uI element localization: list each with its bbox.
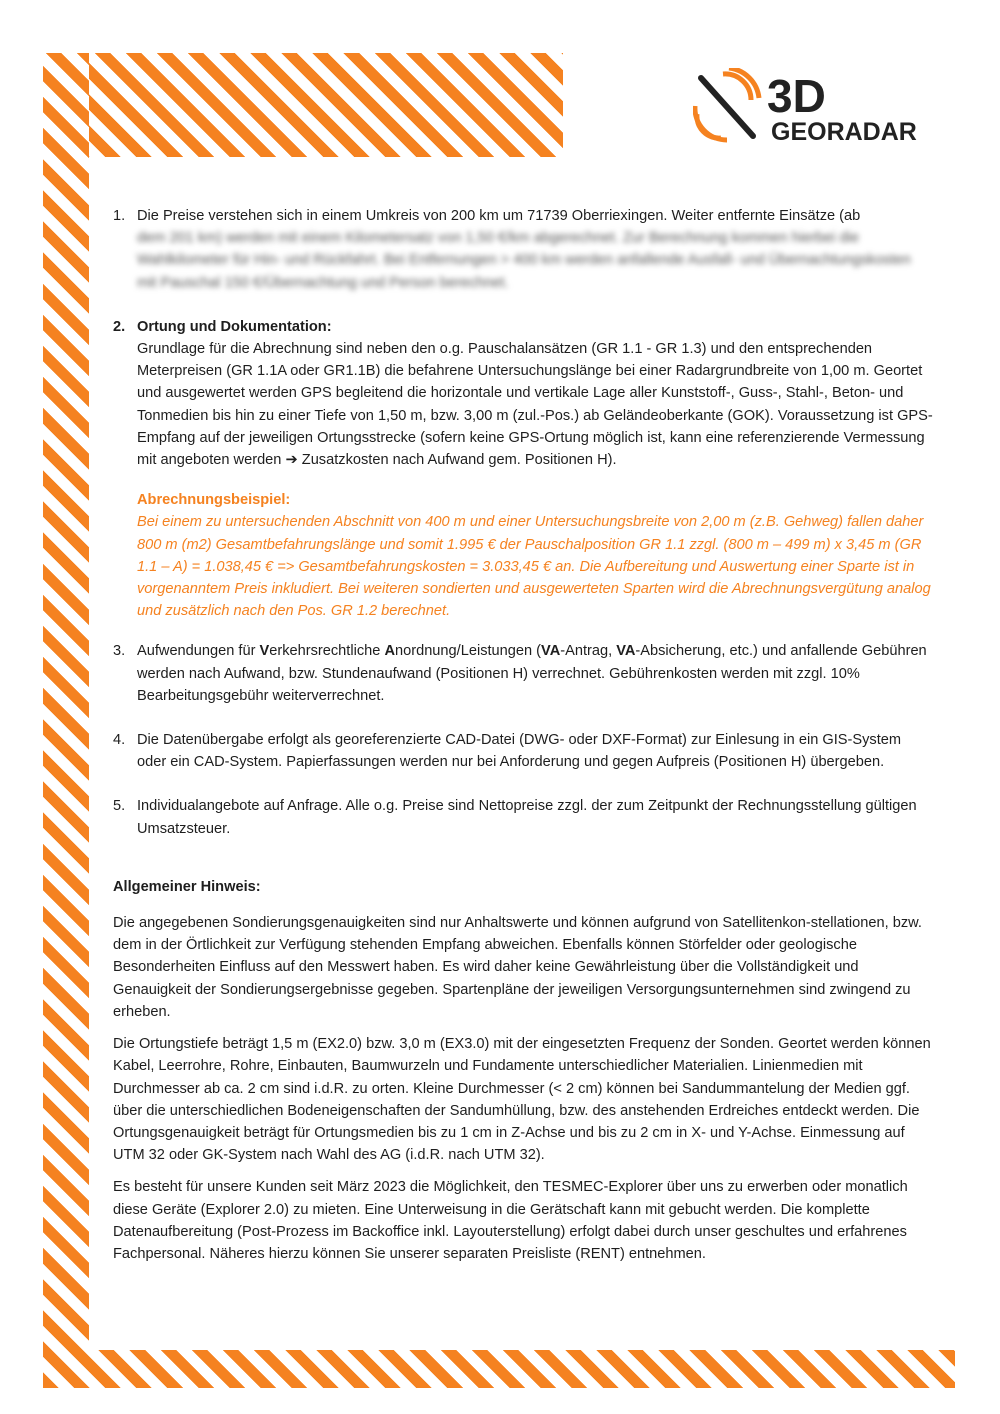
item-text: Individualangebote auf Anfrage. Alle o.g. Preise sind Nettopreise zzgl. der zum Zeitpunkt der Rechnungsstellung gültigen Umsatzsteuer. — [137, 798, 917, 837]
list-item-4 — [113, 729, 933, 773]
section-heading: Allgemeiner Hinweis: — [113, 878, 261, 895]
billing-example — [137, 489, 933, 622]
list-item-1 — [113, 205, 933, 294]
list-number: 5. — [113, 798, 126, 815]
list-number: 1. — [113, 208, 126, 224]
example-title: Abrechnungsbeispiel: — [137, 492, 291, 509]
logo-3d-georadar — [693, 68, 948, 148]
decorative-stripes-bottom — [43, 1350, 955, 1388]
logo-wave-icon — [695, 106, 727, 140]
item-text: Die Datenübergabe erfolgt als georeferenzierte CAD-Datei (DWG- oder DXF-Format) zur Einlesung in ein GIS-System oder ein CAD-System. Papierfassungen werden nur bei Anforderung und gegen Aufpreis (Positionen H) übergeben. — [137, 732, 902, 771]
item-text: Die Preise verstehen sich in einem Umkreis von 200 km um 71739 Oberriexingen. Weiter entfernte Einsätze (ab — [137, 208, 861, 224]
item-text: Aufwendungen für Verkehrsrechtliche Anordnung/Leistungen (VA-Antrag, VA-Absicherung, etc.) und anfallende Gebühren werden nach Aufwand, bzw. Stundenaufwand (Positionen H) verrechnet. Gebührenkosten werden mit zzgl. 10% Bearbeitungsgebühr weiterverrechnet. — [137, 643, 927, 704]
list-number: 4. — [113, 732, 126, 749]
blurred-text: dem 201 km) werden mit einem Kilometersatz von 1,50 €/km abgerechnet. Zur Berechnung kommen hierbei die Wahlkilometer für Hin- und Rückfahrt. Bei Entfernungen > 400 km werden anfallende Ausfall- und Übernachtungskosten mit Pauschal 150 €/Übernachtung und Person berechnet. — [137, 230, 911, 291]
list-number: 2. — [113, 318, 126, 335]
paragraph: Es besteht für unsere Kunden seit März 2023 die Möglichkeit, den TESMEC-Explorer über uns zu erwerben oder monatlich diese Geräte (Explorer 2.0) zu mieten. Eine Unterweisung in die Gerätschaft kann mit gebucht werden. Die komplette Datenaufbereitung (Post-Prozess im Backoffice inkl. Layouterstellung) erfolgt dabei durch unser geschultes und erfahrenes Fachpersonal. Näheres hierzu können Sie unserer separaten Preisliste (RENT) entnehmen. — [113, 1179, 908, 1262]
example-text: Bei einem zu untersuchenden Abschnitt von 400 m und einer Untersuchungsbreite von 2,00 m (z.B. Gehweg) fallen daher 800 m (m2) Gesamtbefahrungslänge und somit 1.995 € der Pauschalposition GR 1.1 zzgl. (800 m – 499 m) x 3,45 m (GR 1.1 – A) = 1.038,45 € => Gesamtbefahrungskosten = 3.033,45 € an. Die Aufbereitung und Auswertung einer Sparte ist in vorgenanntem Preis inkludiert. Bei weiteren sondierten und ausgewerteten Sparten wird die Abrechnungsvergütung analog und zusätzlich nach den Pos. GR 1.2 berechnet. — [137, 514, 931, 620]
general-notice — [113, 876, 933, 1265]
arrow-icon: ➔ — [285, 452, 298, 469]
decorative-stripes-left — [43, 53, 89, 1388]
decorative-stripes-top — [43, 53, 563, 157]
list-item-3 — [113, 640, 933, 707]
paragraph: Die Ortungstiefe beträgt 1,5 m (EX2.0) bzw. 3,0 m (EX3.0) mit der eingesetzten Frequenz der Sonden. Geortet werden können Kabel, Leerrohre, Rohre, Einbauten, Baumwurzeln und Fundamente unterschiedlicher Materialien. Linienmedien mit Durchmesser ab ca. 2 cm sind i.d.R. zu orten. Kleine Durchmesser (< 2 cm) können bei Sandummantelung der Medien ggf. über die unterschiedlichen Bodeneigenschaften der Sandumhüllung, bzw. des anstehenden Erdreiches entdeckt werden. Die Ortungsgenauigkeit beträgt für Ortungsmedien bis zu 1 cm in Z-Achse und bis zu 2 cm in X- und Y-Achse. Einmessung auf UTM 32 oder GK-System nach Wahl des AG (i.d.R. nach UTM 32). — [113, 1036, 931, 1164]
list-number: 3. — [113, 643, 126, 660]
paragraph: Die angegebenen Sondierungsgenauigkeiten sind nur Anhaltswerte und können aufgrund von Satellitenkon-stellationen, bzw. dem in der Örtlichkeit zur Verfügung stehenden Empfang abweichen. Ebenfalls können Störfelder oder geologische Besonderheiten Einfluss auf den Messwert haben. Es wird daher keine Gewährleistung über die Vollständigkeit und Genauigkeit der Sondierungsergebnisse gegeben. Spartenpläne der jeweiligen Versorgungsunternehmen sind zwingend zu erheben. — [113, 915, 922, 1020]
item-text: Grundlage für die Abrechnung sind neben den o.g. Pauschalansätzen (GR 1.1 - GR 1.3) und den entsprechenden Meterpreisen (GR 1.1A oder GR1.1B) die befahrene Untersuchungslänge bei einer Radargrundbreite von 1,00 m. Geortet und ausgewertet werden GPS begleitend die horizontale und vertikale Lage aller Kunststoff-, Guss-, Stahl-, Beton- und Tonmedien bis hin zu einer Tiefe von 1,50 m, bzw. 3,00 m (zul.-Pos.) ab Geländeoberkante (GOK). Voraussetzung ist GPS-Empfang auf der jeweiligen Ortungsstrecke (sofern keine GPS-Ortung möglich ist, kann eine referenzierende Vermessung mit angeboten werden ➔ Zusatzkosten nach Aufwand gem. Positionen H). — [137, 341, 933, 469]
document-content — [113, 205, 933, 1275]
logo-text-3d: 3D — [767, 70, 826, 122]
item-title: Ortung und Dokumentation: — [137, 318, 332, 335]
list-item-5 — [113, 795, 933, 839]
logo-text-georadar: GEORADAR — [771, 118, 917, 146]
list-item-2 — [113, 316, 933, 623]
